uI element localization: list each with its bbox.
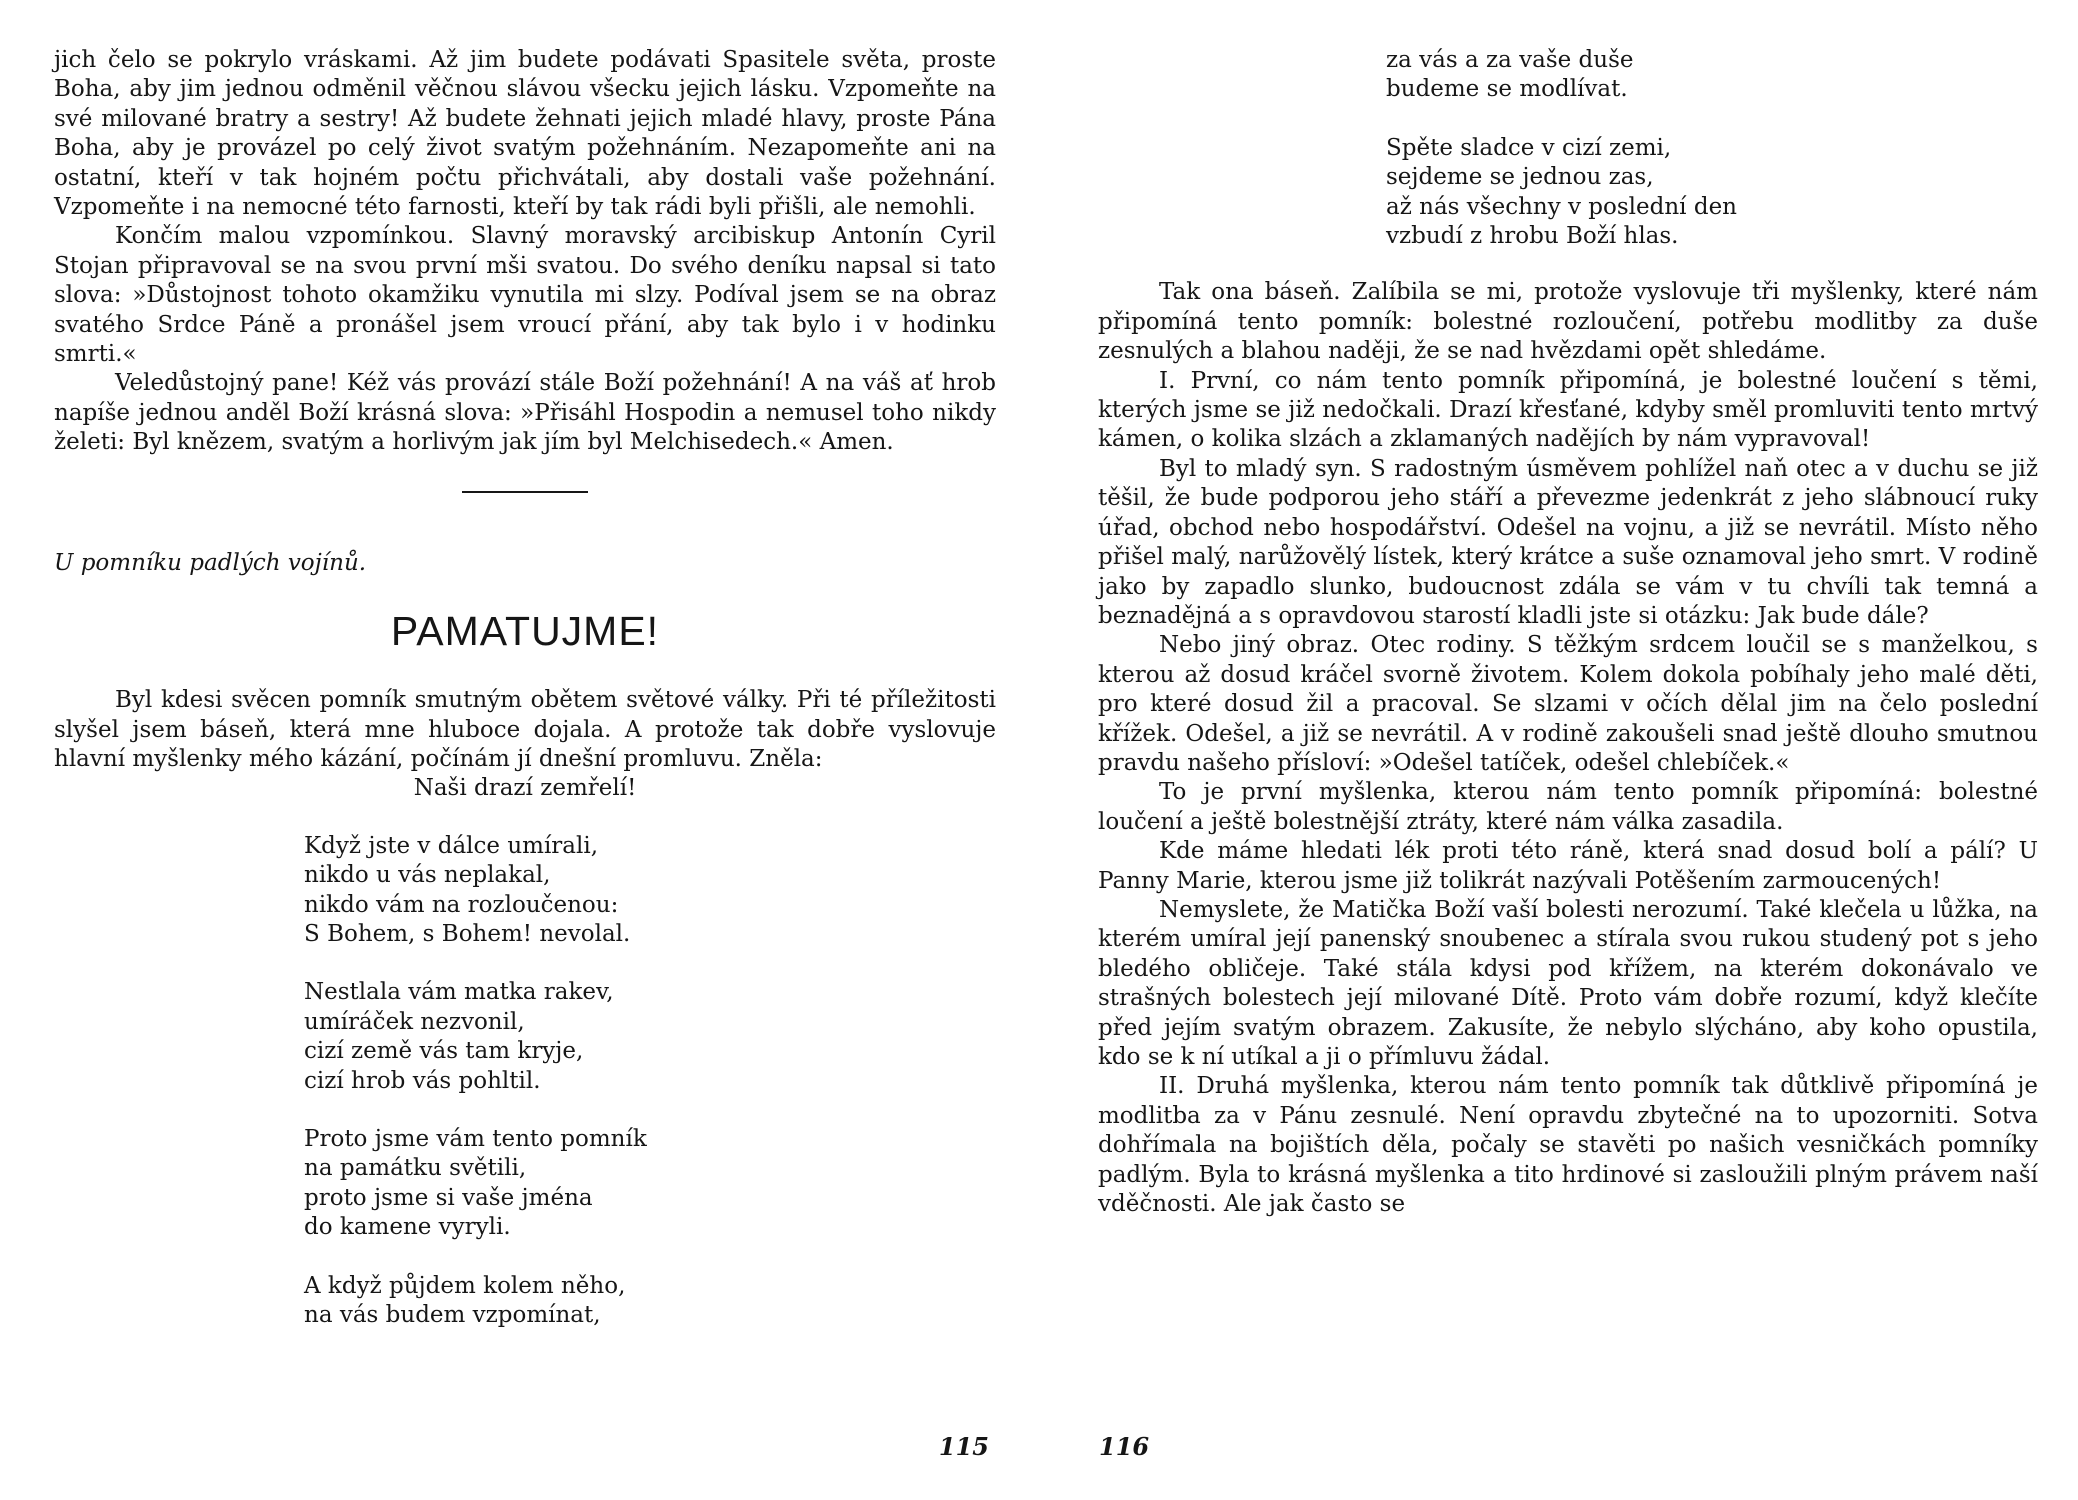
poem-line: budeme se modlívat. xyxy=(1386,76,1628,103)
poem-line: Když jste v dálce umírali, xyxy=(304,832,599,859)
poem-line: nikdo vám na rozloučenou: xyxy=(304,891,619,918)
left-page-text-column xyxy=(54,46,996,1359)
section-divider xyxy=(462,491,588,493)
paragraph: Končím malou vzpomínkou. Slavný moravský arcibiskup Antonín Cyril Stojan připravoval se na svou první mši svatou. Do svého deníku napsal si tato slova: »Důstojnost tohoto okamžiku vynutila mi slzy. Podíval jsem se na obraz svatého Srdce Páně a pronášel jsem vroucí přání, aby tak bylo i v hodinku smrti.« xyxy=(54,223,996,368)
paragraph: Kde máme hledati lék proti této ráně, která snad dosud bolí a pálí? U Panny Marie, kterou jsme již tolikrát nazývali Potěšením zarmoucených! xyxy=(1098,838,2038,894)
poem-stanza xyxy=(1386,134,2038,252)
paragraph: Byl to mladý syn. S radostným úsměvem pohlížel naň otec a v duchu se již těšil, že bude podporou jeho stáří a převezme jedenkrát z jeho slábnoucí ruky úřad, obchod nebo hospodářství. Odešel na vojnu, a již se nevrátil. Místo něho přišel malý, narůžovělý lístek, který krátce a suše oznamoval jeho smrt. V rodině jako by zapadlo slunko, budoucnost zdála se vám v tu chvíli tak temná a beznadějná a s opravdovou starostí kladli jste si otázku: Jak bude dále? xyxy=(1098,455,2038,629)
poem-line: cizí hrob vás pohltil. xyxy=(304,1067,541,1094)
poem-stanza xyxy=(304,1125,996,1243)
right-page-text-column xyxy=(1098,46,2038,1219)
poem-line: vzbudí z hrobu Boží hlas. xyxy=(1386,223,1679,250)
poem-line: za vás a za vaše duše xyxy=(1386,47,1634,73)
poem-line: A když půjdem kolem něho, xyxy=(304,1272,626,1299)
poem-line: na vás budem vzpomínat, xyxy=(304,1302,601,1328)
paragraph: I. První, co nám tento pomník připomíná, je bolestné loučení s těmi, kterých jsme se již nedočkali. Drazí křesťané, kdyby směl promluviti tento mrtvý kámen, o kolika slzách a zklamaných nadějích by nám vypravoval! xyxy=(1098,367,2038,453)
poem-line: Proto jsme vám tento pomník xyxy=(304,1125,647,1152)
paragraph: Nemyslete, že Matička Boží vaší bolesti nerozumí. Také klečela u lůžka, na kterém umíral její panenský snoubenec a stírala svou rukou studený pot s jeho bledého obličeje. Také stála kdysi pod křížem, na kterém dokonávalo ve strašných bolestech její milované Dítě. Proto vám dobře rozumí, když klečíte před jejím svatým obrazem. Zakusíte, že nebylo slýcháno, aby koho opustila, kdo se k ní utíkal a ji o přímluvu žádal. xyxy=(1098,896,2038,1070)
page-number: 116 xyxy=(1099,1432,1150,1461)
paragraph: Nebo jiný obraz. Otec rodiny. S těžkým srdcem loučil se s manželkou, s kterou až dosud kráčel svorně životem. Kolem dokola pobíhaly jeho malé děti, pro které dosud žil a pracoval. Se slzami v očích dělal jim na čelo poslední křížek. Odešel, a již se nevrátil. A v rodině zakoušeli snad ještě dlouho smutnou pravdu našeho přísloví: »Odešel tatíček, odešel chlebíček.« xyxy=(1098,632,2038,776)
poem-title: Naši drazí zemřelí! xyxy=(413,775,637,802)
intro-paragraph: Byl kdesi svěcen pomník smutným obětem světové války. Při té příležitosti slyšel jsem báseň, která mne hluboce dojala. A protože tak dobře vyslovuje hlavní myšlenky mého kázání, počínám jí dnešní promluvu. Zněla: xyxy=(54,687,996,772)
poem-line: Nestlala vám matka rakev, xyxy=(304,979,614,1006)
poem-continuation xyxy=(1098,46,2038,251)
poem-line: až nás všechny v poslední den xyxy=(1386,193,1737,220)
poem xyxy=(54,832,996,1331)
poem-line: Spěte sladce v cizí zemi, xyxy=(1386,134,1672,161)
paragraph: jich čelo se pokrylo vráskami. Až jim budete podávati Spasitele světa, proste Boha, aby jim jednou odměnil věčnou slávou všecku jejich lásku. Vzpomeňte na své milované bratry a sestry! Až budete žehnati jejich mladé hlavy, proste Pána Boha, aby je provázel po celý život svatým požehnáním. Nezapomeňte ani na ostatní, kteří v tak hojném počtu přichvátali, aby dostali vaše požehnání. Vzpomeňte i na nemocné této farnosti, kteří by tak rádi byli přišli, ale nemohli. xyxy=(54,47,996,221)
poem-line: sejdeme se jednou zas, xyxy=(1386,164,1654,191)
poem-line: cizí země vás tam kryje, xyxy=(304,1038,584,1065)
sermon-subtitle: U pomníku padlých vojínů. xyxy=(54,549,367,576)
poem-line: S Bohem, s Bohem! nevolal. xyxy=(304,920,631,947)
paragraph: To je první myšlenka, kterou nám tento pomník připomíná: bolestné loučení a ještě bolestnější ztráty, které nám válka zasadila. xyxy=(1098,779,2038,835)
poem-line: nikdo u vás neplakal, xyxy=(304,862,551,889)
paragraph: II. Druhá myšlenka, kterou nám tento pomník tak důtklivě připomíná je modlitba za v Pánu zesnulé. Není opravdu zbytečné na to upozorniti. Sotva dohřímala na bojištích děla, počaly se stavěti po našich vesničkách pomníky padlým. Byla to krásná myšlenka a tito hrdinové si zasloužili plným právem naší vděčnosti. Ale jak často se xyxy=(1098,1073,2038,1218)
poem-line: na památku světili, xyxy=(304,1155,527,1182)
poem-stanza xyxy=(304,1272,996,1331)
sermon-title: PAMATUJME! xyxy=(390,608,660,655)
poem-line: proto jsme si vaše jména xyxy=(304,1184,593,1211)
poem-line: do kamene vyryli. xyxy=(304,1214,511,1241)
paragraph: Tak ona báseň. Zalíbila se mi, protože vyslovuje tři myšlenky, které nám připomíná tento pomník: bolestné rozloučení, potřebu modlitby za duše zesnulých a blahou naději, že se nad hvězdami opět shledáme. xyxy=(1098,279,2038,365)
page-number: 115 xyxy=(938,1432,989,1461)
right-page xyxy=(1039,0,2078,1500)
poem-stanza xyxy=(1386,46,2038,105)
poem-stanza xyxy=(304,978,996,1096)
poem-line: umíráček nezvonil, xyxy=(304,1008,525,1035)
poem-stanza xyxy=(304,832,996,950)
paragraph: Veledůstojný pane! Kéž vás provází stále Boží požehnání! A na váš ať hrob napíše jednou anděl Boží krásná slova: »Přisáhl Hospodin a nemusel toho nikdy želeti: Byl knězem, svatým a horlivým jak jím byl Melchisedech.« Amen. xyxy=(54,370,996,456)
